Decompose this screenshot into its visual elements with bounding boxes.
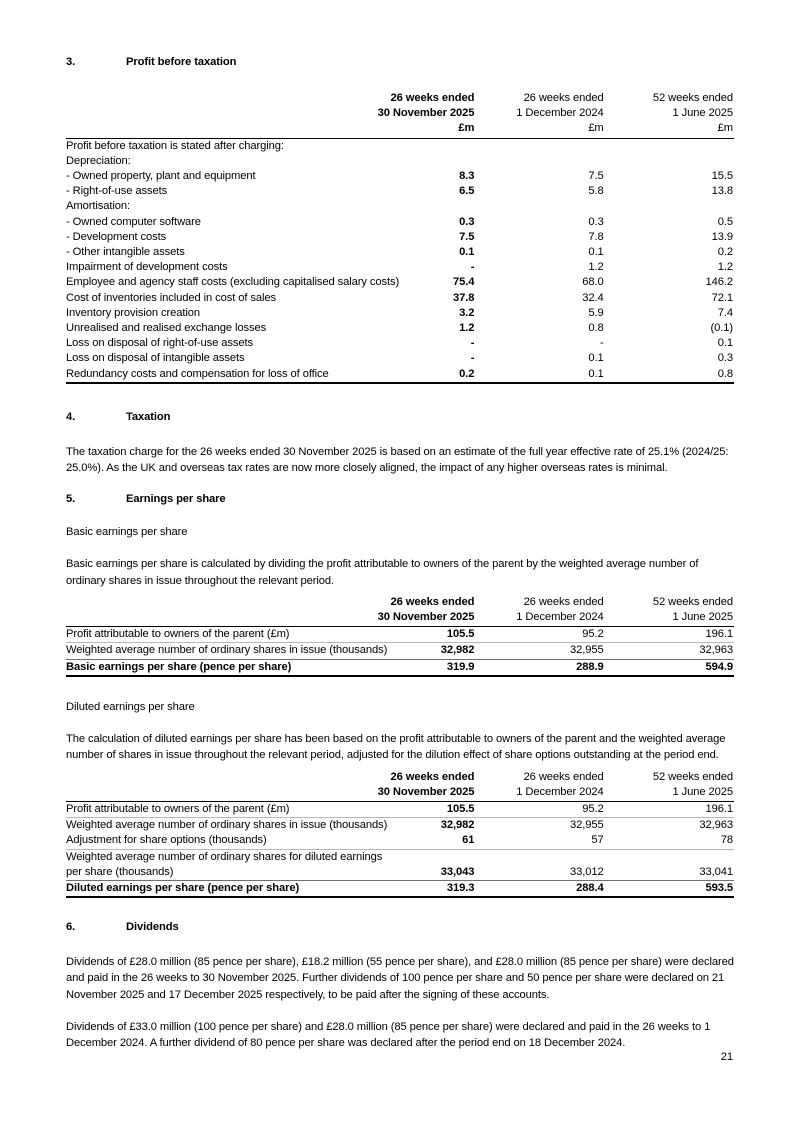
table-row [66, 275, 734, 290]
row-value-col3: 593.5 [605, 880, 734, 896]
spacer [66, 424, 734, 444]
table-row [66, 627, 734, 643]
page-content [66, 55, 734, 1051]
row-label: - Development costs [66, 230, 167, 243]
row-value-col2: 288.9 [475, 659, 604, 675]
spacer [66, 506, 734, 524]
section-heading-taxation [66, 410, 734, 424]
row-value-col2: 0.1 [588, 246, 604, 259]
row-label: Diluted earnings per share (pence per share) [66, 880, 346, 896]
row-value-col2 [475, 154, 604, 169]
row-label: per share (thousands) [66, 865, 174, 878]
table-row [66, 801, 734, 817]
row-value-col1: 105.5 [346, 627, 475, 643]
spacer [66, 934, 734, 954]
row-value-col1: 0.1 [459, 246, 475, 259]
row-value-col3: 32,963 [605, 643, 734, 659]
row-value-col2 [475, 199, 604, 214]
row-value-col1: 7.5 [459, 230, 475, 243]
row-value-col1: 1.2 [459, 322, 475, 335]
table-row [66, 138, 734, 154]
section-title: Profit before taxation [126, 56, 237, 68]
spacer [66, 540, 734, 556]
row-value-col1 [346, 199, 475, 214]
row-value-col2: 68.0 [582, 276, 604, 289]
row-label: Unrealised and realised exchange losses [66, 322, 267, 335]
spacer [66, 715, 734, 731]
section-heading-profit-before-taxation [66, 55, 734, 69]
row-label: Redundancy costs and compensation for loss of office [66, 367, 329, 380]
row-label: Cost of inventories included in cost of sales [66, 291, 277, 304]
row-value-col3: 196.1 [605, 801, 734, 817]
header-col3-line1: 52 weeks ended [652, 92, 733, 104]
row-value-col3: 72.1 [711, 291, 733, 304]
row-value-col2: 0.8 [588, 322, 604, 335]
header-col3-line1: 52 weeks ended [652, 595, 733, 608]
row-label: Profit attributable to owners of the parent (£m) [66, 801, 346, 817]
header-col2-line2: 1 December 2024 [516, 107, 604, 120]
row-value-col1: - [470, 337, 475, 350]
row-label: - Other intangible assets [66, 246, 185, 259]
table-row [66, 291, 734, 306]
row-value-col2: 33,012 [570, 865, 604, 878]
row-label: Loss on disposal of right-of-use assets [66, 337, 254, 350]
row-value-col3: 32,963 [605, 818, 734, 834]
table-row [66, 865, 734, 881]
row-label: - Right-of-use assets [66, 185, 168, 198]
section-title: Taxation [126, 410, 171, 423]
header-col1-line2: 30 November 2025 [377, 785, 475, 798]
table-row [66, 245, 734, 260]
row-value-col1: 37.8 [452, 291, 475, 304]
row-value-col3: 0.2 [717, 246, 733, 259]
row-value-col1 [346, 138, 475, 154]
header-col3-line2: 1 June 2025 [672, 611, 733, 624]
row-value-col1: 33,043 [440, 865, 475, 878]
row-value-col3: 0.8 [717, 367, 733, 380]
row-value-col1: 105.5 [346, 801, 475, 817]
header-col1-line1: 26 weeks ended [390, 595, 475, 608]
row-label: Weighted average number of ordinary shares in issue (thousands) [66, 643, 346, 659]
table-row [66, 833, 734, 849]
table-row [66, 849, 734, 865]
row-value-col1: 6.5 [459, 185, 475, 198]
row-label: Weighted average number of ordinary shares for diluted earnings [66, 849, 346, 865]
table-header-row-date [66, 785, 734, 802]
row-value-col2: 0.3 [588, 215, 604, 228]
table-row [66, 169, 734, 184]
spacer [66, 476, 734, 492]
table-row [66, 336, 734, 351]
table-row [66, 643, 734, 659]
row-value-col2: 1.2 [588, 261, 604, 274]
header-col2-line1: 26 weeks ended [523, 92, 604, 104]
table-row [66, 818, 734, 834]
row-value-col2: 5.9 [588, 306, 604, 319]
row-value-col3: 13.9 [711, 230, 733, 243]
subheading-basic-eps: Basic earnings per share [66, 526, 188, 539]
table-profit-before-taxation [66, 91, 734, 382]
row-value-col2 [475, 138, 604, 154]
row-value-col2 [475, 849, 604, 865]
table-row [66, 184, 734, 199]
dividends-paragraph-2: Dividends of £33.0 million (100 pence per share) and £28.0 million (85 pence per share) were declared and paid in the 26 weeks to 1 December 2024. A further dividend of 80 pence per share was declared after the period end on 18 December 2024. [66, 1020, 711, 1049]
table-header-row-unit [66, 121, 734, 138]
section-title: Earnings per share [126, 493, 226, 506]
table-header-row-period [66, 91, 734, 106]
table-header-row-period [66, 770, 734, 785]
header-col2-unit: £m [588, 122, 604, 135]
table-header-row-date [66, 610, 734, 627]
header-col3-line1: 52 weeks ended [652, 770, 733, 783]
header-col1-unit: £m [458, 122, 475, 135]
row-value-col3: 15.5 [711, 170, 733, 183]
header-col3-line2: 1 June 2025 [672, 107, 733, 120]
row-value-col2: 32,955 [475, 643, 604, 659]
row-label: Depreciation: [66, 154, 131, 167]
section-number: 3. [66, 56, 76, 68]
row-value-col3: 196.1 [605, 627, 734, 643]
row-value-col3: 146.2 [705, 276, 733, 289]
row-value-col3: 1.2 [717, 261, 733, 274]
table-row [66, 260, 734, 275]
table-row [66, 215, 734, 230]
row-value-col3 [605, 199, 734, 214]
row-label: Employee and agency staff costs (excluding capitalised salary costs) [66, 276, 400, 289]
header-col1-line1: 26 weeks ended [390, 770, 475, 783]
page-number: 21 [720, 1051, 733, 1063]
row-label: Weighted average number of ordinary shares in issue (thousands) [66, 818, 346, 834]
row-value-col2: 0.1 [588, 352, 604, 365]
row-value-col1: 75.4 [452, 276, 475, 289]
row-label: Loss on disposal of intangible assets [66, 352, 245, 365]
row-value-col2: 32.4 [582, 291, 604, 304]
row-value-col1: 3.2 [459, 306, 475, 319]
table-row [66, 351, 734, 366]
row-value-col2: 32,955 [475, 818, 604, 834]
row-value-col2: 57 [591, 834, 604, 847]
row-value-col1: - [470, 261, 475, 274]
row-value-col3: 33,041 [699, 865, 733, 878]
row-value-col3: (0.1) [710, 322, 733, 335]
spacer [66, 384, 734, 410]
row-value-col2: 0.1 [588, 367, 604, 380]
row-value-col2: - [600, 337, 604, 350]
table-basic-earnings-per-share [66, 595, 734, 675]
spacer [66, 677, 734, 699]
header-col2-line1: 26 weeks ended [523, 770, 604, 783]
header-col1-line2: 30 November 2025 [377, 611, 475, 624]
spacer [66, 69, 734, 91]
row-value-col3: 0.5 [717, 215, 733, 228]
header-col3-unit: £m [717, 122, 733, 135]
row-label: - Owned computer software [66, 215, 201, 228]
basic-eps-paragraph: Basic earnings per share is calculated by dividing the profit attributable to owners of the parent by the weighted average number of ordinary shares in issue throughout the relevant period. [66, 558, 699, 587]
row-label: Basic earnings per share (pence per share) [66, 659, 346, 675]
section-number: 4. [66, 410, 76, 423]
row-value-col3: 0.3 [717, 352, 733, 365]
header-col3-line2: 1 June 2025 [672, 785, 733, 798]
row-value-col3: 7.4 [717, 306, 733, 319]
row-value-col3: 78 [720, 834, 733, 847]
table-row [66, 306, 734, 321]
section-title: Dividends [126, 921, 179, 934]
table-row-total [66, 880, 734, 896]
row-value-col2: 288.4 [475, 880, 604, 896]
row-value-col1: 0.3 [459, 215, 475, 228]
row-value-col3: 594.9 [605, 659, 734, 675]
header-col2-line2: 1 December 2024 [516, 785, 604, 798]
table-header-row-date [66, 106, 734, 121]
row-value-col1: 32,982 [346, 643, 475, 659]
row-value-col2: 7.8 [588, 230, 604, 243]
spacer [66, 1003, 734, 1019]
section-number: 5. [66, 493, 76, 506]
row-value-col2: 95.2 [475, 801, 604, 817]
section-heading-dividends [66, 920, 734, 934]
row-value-col1 [346, 154, 475, 169]
section-number: 6. [66, 921, 76, 934]
spacer [66, 898, 734, 920]
dividends-paragraph-1: Dividends of £28.0 million (85 pence per share), £18.2 million (55 pence per share), and £28.0 million (85 pence per share) were declared and paid in the 26 weeks to 30 November 2025. Further dividends of 100 pence per share and 50 pence per share were declared on 21 November 2025 and 17 December 2025 respectively, to be paid after the signing of these accounts. [66, 956, 734, 1001]
diluted-eps-paragraph: The calculation of diluted earnings per share has been based on the profit attributable to owners of the parent and the weighted average number of shares in issue throughout the relevant period, adjusted for the dilution effect of share options outstanding at the period end. [66, 733, 726, 762]
row-value-col2: 7.5 [588, 170, 604, 183]
row-value-col3: 0.1 [717, 337, 733, 350]
table-row [66, 321, 734, 336]
row-value-col1: 32,982 [346, 818, 475, 834]
taxation-paragraph: The taxation charge for the 26 weeks ended 30 November 2025 is based on an estimate of the full year effective rate of 25.1% (2024/25: 25.0%). As the UK and overseas tax rates are now more closely aligned, the impact of any higher overseas rates is minimal. [66, 445, 729, 475]
row-label: Inventory provision creation [66, 306, 201, 319]
row-label: Profit attributable to owners of the parent (£m) [66, 627, 346, 643]
row-label: Profit before taxation is stated after charging: [66, 138, 346, 154]
row-value-col3 [605, 154, 734, 169]
row-value-col3 [605, 138, 734, 154]
row-label: - Owned property, plant and equipment [66, 170, 256, 183]
row-label: Amortisation: [66, 200, 130, 213]
table-row [66, 154, 734, 169]
row-value-col1: 0.2 [459, 367, 475, 380]
header-col1-line2: 30 November 2025 [377, 107, 475, 120]
table-diluted-earnings-per-share [66, 770, 734, 897]
row-value-col2: 95.2 [475, 627, 604, 643]
row-label: Impairment of development costs [66, 261, 228, 274]
table-header-row-period [66, 595, 734, 610]
section-heading-earnings-per-share [66, 492, 734, 506]
subheading-diluted-eps: Diluted earnings per share [66, 700, 195, 713]
row-value-col1: - [470, 352, 475, 365]
header-col2-line1: 26 weeks ended [523, 595, 604, 608]
table-row-total [66, 659, 734, 675]
header-col1-line1: 26 weeks ended [390, 92, 475, 104]
row-value-col3: 13.8 [711, 185, 733, 198]
table-row [66, 230, 734, 245]
header-col2-line2: 1 December 2024 [516, 611, 604, 624]
row-value-col1: 61 [462, 834, 475, 847]
row-value-col2: 5.8 [588, 185, 604, 198]
table-row [66, 367, 734, 382]
row-label: Adjustment for share options (thousands) [66, 834, 267, 847]
table-row [66, 199, 734, 214]
row-value-col1: 8.3 [459, 170, 475, 183]
row-value-col1: 319.9 [346, 659, 475, 675]
row-value-col1: 319.3 [346, 880, 475, 896]
row-value-col3 [605, 849, 734, 865]
